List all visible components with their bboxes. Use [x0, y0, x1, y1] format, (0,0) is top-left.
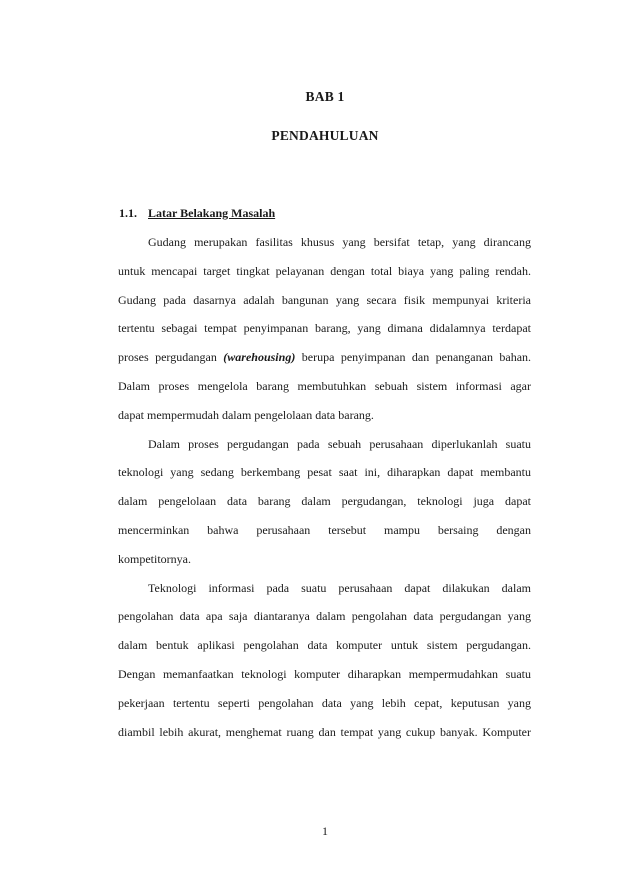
text-line: Gudang pada dasarnya adalah bangunan yang secara fisik mempunyai kriteria: [118, 292, 531, 307]
paragraph: [118, 430, 531, 574]
text-line: mencerminkan bahwa perusahaan tersebut mampu bersaing dengan: [118, 522, 531, 537]
text-line: Teknologi informasi pada suatu perusahaan dapat dilakukan dalam: [148, 580, 531, 595]
text-line: pekerjaan tertentu seperti pengolahan data yang lebih cepat, keputusan yang: [118, 695, 531, 710]
text-line: Dalam proses mengelola barang membutuhkan sebuah sistem informasi agar: [118, 378, 531, 393]
text-line: tertentu sebagai tempat penyimpanan barang, yang dimana didalamnya terdapat: [118, 321, 531, 336]
text-segment: berupa penyimpanan dan penanganan bahan.: [301, 350, 532, 365]
chapter-title: PENDAHULUAN: [271, 128, 379, 143]
body-text: [118, 228, 531, 746]
text-segment: proses pergudangan: [118, 350, 217, 365]
text-line: Dengan memanfaatkan teknologi komputer diharapkan mempermudahkan suatu: [118, 666, 531, 681]
section-heading: [119, 206, 275, 221]
text-line: dapat mempermudah dalam pengelolaan data barang.: [118, 407, 374, 422]
text-line: pengolahan data apa saja diantaranya dalam pengolahan data pergudangan yang: [118, 609, 531, 624]
page-number: 1: [322, 824, 328, 838]
paragraph: [118, 228, 531, 430]
section-title: Latar Belakang Masalah: [148, 206, 276, 220]
section-number: 1.1.: [119, 206, 137, 220]
text-line: Gudang merupakan fasilitas khusus yang bersifat tetap, yang dirancang: [148, 235, 531, 249]
text-line: dalam pengelolaan data barang dalam pergudangan, teknologi juga dapat: [118, 494, 531, 509]
text-line: teknologi yang sedang berkembang pesat saat ini, diharapkan dapat membantu: [118, 465, 531, 480]
text-line: diambil lebih akurat, menghemat ruang dan tempat yang cukup banyak. Komputer: [118, 724, 531, 739]
text-line: dalam bentuk aplikasi pengolahan data komputer untuk sistem pergudangan.: [118, 638, 531, 653]
text-line: [118, 343, 531, 372]
italic-term: (warehousing): [223, 350, 296, 365]
text-line: Dalam proses pergudangan pada sebuah perusahaan diperlukanlah suatu: [148, 436, 531, 451]
paragraph: [118, 574, 531, 747]
text-line: untuk mencapai target tingkat pelayanan dengan total biaya yang paling rendah.: [118, 263, 531, 278]
chapter-number: BAB 1: [305, 89, 345, 104]
text-line: kompetitornya.: [118, 551, 191, 566]
